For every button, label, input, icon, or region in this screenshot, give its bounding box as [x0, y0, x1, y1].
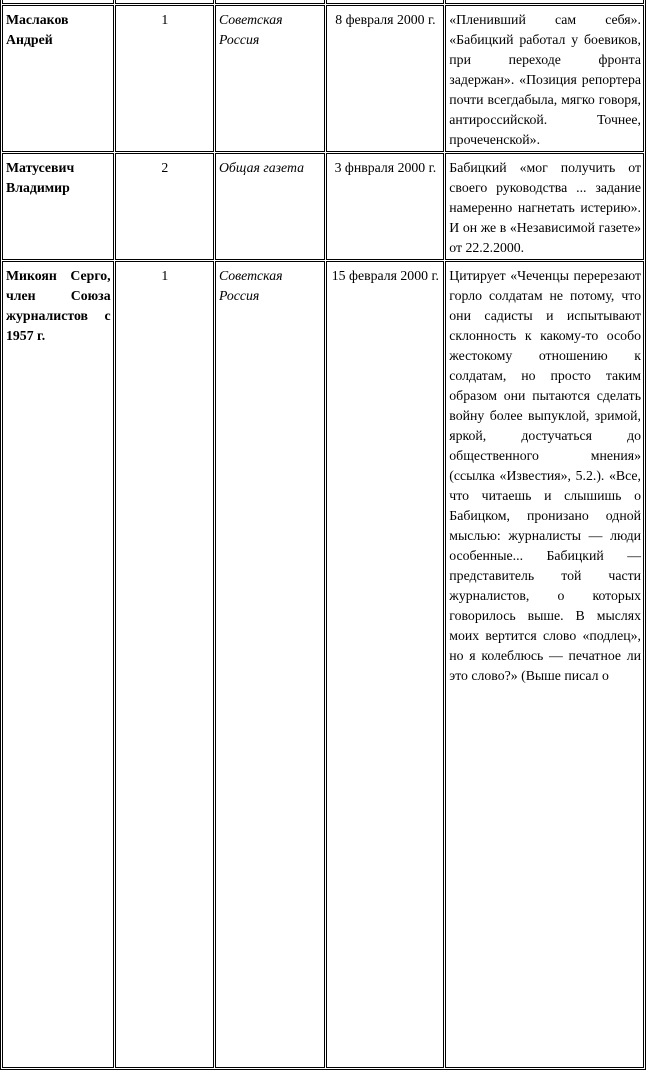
count-cell: 1: [115, 5, 214, 152]
date-cell: 15 февраля 2000 г.: [326, 261, 445, 1068]
table-row: [2, 261, 644, 1068]
spacer-cell: [215, 0, 325, 4]
table-row-top-spacer: [2, 0, 644, 4]
quote-text-cell: «Пленивший сам себя». «Бабицкий работал у боевиков, при переходе фронта задержан». «Позиция репортера почти всегдабыла, мягко говоря, антироссийской. Точнее, прочеченской».: [445, 5, 644, 152]
date-cell: 8 февраля 2000 г.: [326, 5, 445, 152]
date-cell: 3 фнвраля 2000 г.: [326, 153, 445, 260]
table-row: [2, 5, 644, 152]
spacer-cell: [2, 0, 114, 4]
author-name-cell: Матусевич Владимир: [2, 153, 114, 260]
spacer-cell: [326, 0, 445, 4]
count-cell: 2: [115, 153, 214, 260]
publication-cell: Советская Россия: [215, 261, 325, 1068]
author-name-cell: Маслаков Андрей: [2, 5, 114, 152]
publication-cell: Общая газета: [215, 153, 325, 260]
publication-cell: Советская Россия: [215, 5, 325, 152]
quote-text-cell: Бабицкий «мог получить от своего руководства ... задание намеренно нагнетать истерию». И он же в «Независимой газете» от 22.2.2000.: [445, 153, 644, 260]
table-row: [2, 153, 644, 260]
quote-text-cell: Цитирует «Чеченцы перерезают горло солдатам не потому, что они садисты и испытывают склонность к какому-то особо жестокому отношению к солдатам, но просто таким образом они пытаются сделать войну более выпуклой, зримой, яркой, достучаться до общественного мнения» (ссылка «Известия», 5.2.). «Все, что читаешь и слышишь о Бабицком, пронизано одной мыслью: журналисты — люди особенные... Бабицкий — представитель той части журналистов, о которых говорилось выше. В мыслях моих вертится слово «подлец», но я колеблюсь — печатное ли это слово?» (Выше писал о: [445, 261, 644, 1068]
count-cell: 1: [115, 261, 214, 1068]
spacer-cell: [115, 0, 214, 4]
author-name-cell: Микоян Серго, член Союза журналистов с 1957 г.: [2, 261, 114, 1068]
spacer-cell: [445, 0, 644, 4]
